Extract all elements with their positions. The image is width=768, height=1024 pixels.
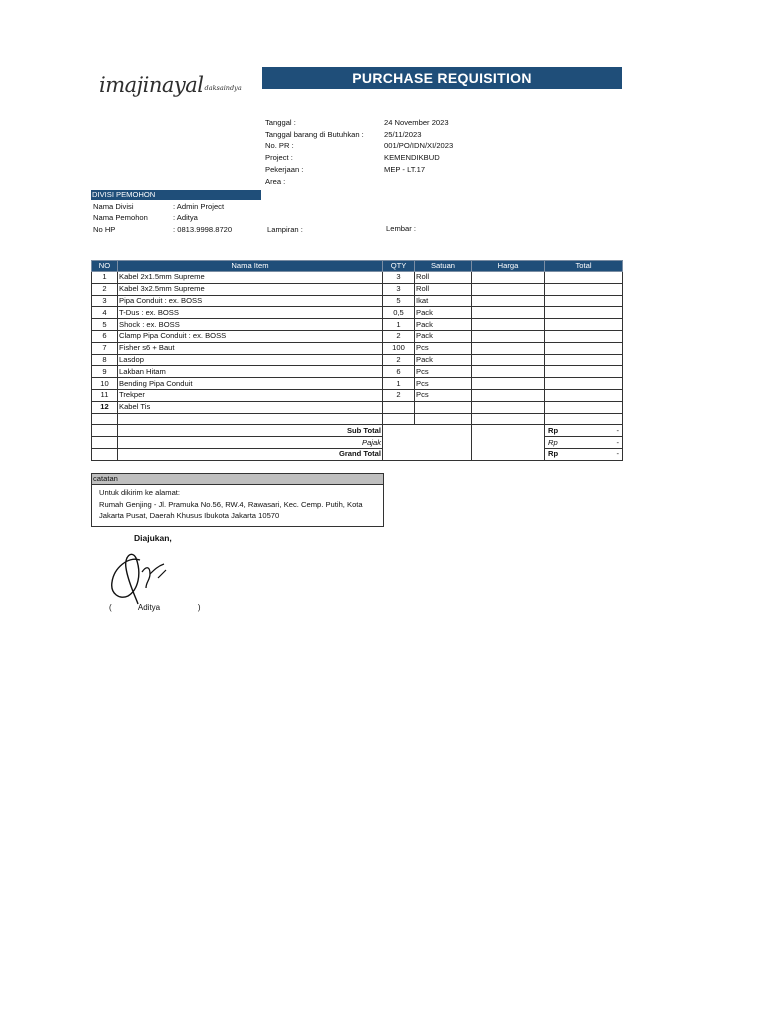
item-price: [472, 389, 545, 401]
signature-label: Diajukan,: [134, 533, 172, 543]
col-header-price: Harga: [472, 261, 545, 272]
item-name: Pipa Conduit : ex. BOSS: [118, 295, 383, 307]
row-number: 4: [92, 307, 118, 319]
division-label: Nama Pemohon: [93, 213, 148, 222]
item-qty: 3: [383, 272, 415, 284]
currency-label: Rp: [548, 425, 559, 435]
col-header-unit: Satuan: [415, 261, 472, 272]
item-unit: [415, 401, 472, 413]
summary-blank: [92, 448, 118, 460]
header-info-value: 24 November 2023: [384, 118, 449, 127]
row-number: 2: [92, 283, 118, 295]
table-row: [92, 319, 623, 331]
item-unit: Pack: [415, 307, 472, 319]
item-total: [545, 366, 623, 378]
summary-blank: [92, 437, 118, 449]
header-info-label: No. PR :: [265, 141, 294, 150]
item-qty: 100: [383, 342, 415, 354]
header-info-label: Area :: [265, 177, 286, 186]
item-unit: Ikat: [415, 295, 472, 307]
table-header-row: [92, 261, 623, 272]
table-row: [92, 354, 623, 366]
table-row: [92, 401, 623, 413]
item-unit: Pack: [415, 354, 472, 366]
item-unit: Roll: [415, 272, 472, 284]
row-number: 10: [92, 378, 118, 390]
item-total: [545, 354, 623, 366]
summary-value: [545, 425, 623, 437]
item-name: Kabel 3x2.5mm Supreme: [118, 283, 383, 295]
item-unit: Pack: [415, 319, 472, 331]
logo-main-text: imajinayal: [99, 73, 204, 97]
item-qty: 6: [383, 366, 415, 378]
item-price: [472, 319, 545, 331]
item-total: [545, 307, 623, 319]
item-qty: 2: [383, 389, 415, 401]
notes-box: [91, 473, 384, 527]
item-unit: Roll: [415, 283, 472, 295]
logo-sub-text: daksaindya: [204, 84, 242, 92]
table-row: [92, 307, 623, 319]
item-total: [545, 401, 623, 413]
item-total: [545, 330, 623, 342]
item-price: [472, 401, 545, 413]
table-row: [92, 378, 623, 390]
amount-value: -: [616, 449, 619, 459]
item-name: Fisher s6 + Baut: [118, 342, 383, 354]
table-row: [92, 295, 623, 307]
header-info-label: Tanggal :: [265, 118, 296, 127]
table-row: [92, 366, 623, 378]
item-name: Lasdop: [118, 354, 383, 366]
item-qty: 2: [383, 354, 415, 366]
col-header-total: Total: [545, 261, 623, 272]
amount-value: -: [616, 425, 619, 435]
item-name: [118, 413, 383, 425]
item-name: Kabel Tis: [118, 401, 383, 413]
document-title: PURCHASE REQUISITION: [262, 67, 622, 89]
row-number: 5: [92, 319, 118, 331]
item-qty: 5: [383, 295, 415, 307]
header-info-value: MEP - LT.17: [384, 165, 426, 174]
division-header: DIVISI PEMOHON: [91, 190, 261, 200]
summary-blank: [472, 425, 545, 460]
table-row: [92, 389, 623, 401]
summary-label: Grand Total: [118, 448, 383, 460]
item-price: [472, 342, 545, 354]
item-name: Shock : ex. BOSS: [118, 319, 383, 331]
item-unit: Pcs: [415, 378, 472, 390]
item-name: Lakban Hitam: [118, 366, 383, 378]
item-unit: Pcs: [415, 366, 472, 378]
handwritten-signature: [106, 548, 176, 606]
row-number: [92, 413, 118, 425]
item-total: [545, 272, 623, 284]
row-number: 1: [92, 272, 118, 284]
row-number: 11: [92, 389, 118, 401]
table-row: [92, 342, 623, 354]
lembar-label: Lembar :: [386, 224, 416, 233]
item-price: [472, 307, 545, 319]
item-name: Clamp Pipa Conduit : ex. BOSS: [118, 330, 383, 342]
row-number: 9: [92, 366, 118, 378]
col-header-no: NO: [92, 261, 118, 272]
summary-value: [545, 448, 623, 460]
summary-label: Pajak: [118, 437, 383, 449]
row-number: 3: [92, 295, 118, 307]
item-qty: 1: [383, 378, 415, 390]
col-header-item: Nama Item: [118, 261, 383, 272]
item-unit: Pcs: [415, 389, 472, 401]
row-number: 6: [92, 330, 118, 342]
summary-row: [92, 425, 623, 437]
item-unit: [415, 413, 472, 425]
item-name: Bending Pipa Conduit: [118, 378, 383, 390]
summary-label: Sub Total: [118, 425, 383, 437]
item-price: [472, 283, 545, 295]
notes-line: Rumah Genjing - Jl. Pramuka No.56, RW.4, Rawasari, Kec. Cemp. Putih, Kota: [99, 499, 363, 509]
division-value: : Aditya: [173, 213, 198, 222]
item-total: [545, 413, 623, 425]
division-value: : 0813.9998.8720: [173, 225, 233, 234]
item-qty: 1: [383, 319, 415, 331]
currency-label: Rp: [548, 437, 558, 447]
item-total: [545, 378, 623, 390]
summary-blank: [383, 425, 472, 460]
item-qty: [383, 401, 415, 413]
table-row: [92, 283, 623, 295]
header-info-label: Project :: [265, 153, 293, 162]
table-row: [92, 413, 623, 425]
row-number: 7: [92, 342, 118, 354]
item-qty: 2: [383, 330, 415, 342]
row-number: 12: [92, 401, 118, 413]
item-name: Trekper: [118, 389, 383, 401]
notes-line: Jakarta Pusat, Daerah Khusus Ibukota Jakarta 10570: [99, 511, 280, 520]
division-label: No HP: [93, 225, 116, 234]
lampiran-label: Lampiran :: [267, 225, 303, 234]
item-unit: Pack: [415, 330, 472, 342]
amount-value: -: [616, 437, 619, 447]
notes-line: Untuk dikirim ke alamat:: [99, 488, 181, 497]
item-qty: 0,5: [383, 307, 415, 319]
item-price: [472, 354, 545, 366]
summary-value: [545, 437, 623, 449]
summary-blank: [92, 425, 118, 437]
header-info-value: 001/PO/IDN/XI/2023: [384, 141, 454, 150]
division-label: Nama Divisi: [93, 202, 134, 211]
header-info-value: KEMENDIKBUD: [384, 153, 440, 162]
item-unit: Pcs: [415, 342, 472, 354]
item-qty: [383, 413, 415, 425]
item-price: [472, 413, 545, 425]
item-total: [545, 319, 623, 331]
item-price: [472, 295, 545, 307]
item-price: [472, 378, 545, 390]
notes-header: catatan: [92, 474, 383, 485]
item-total: [545, 295, 623, 307]
item-price: [472, 366, 545, 378]
signer-name: ( Aditya ): [109, 603, 201, 612]
item-name: T-Dus : ex. BOSS: [118, 307, 383, 319]
company-logo: [99, 71, 242, 95]
header-info-label: Pekerjaan :: [265, 165, 304, 174]
division-value: : Admin Project: [173, 202, 225, 211]
item-total: [545, 342, 623, 354]
table-row: [92, 330, 623, 342]
items-table: [91, 260, 623, 461]
item-price: [472, 272, 545, 284]
table-row: [92, 272, 623, 284]
item-total: [545, 389, 623, 401]
item-name: Kabel 2x1.5mm Supreme: [118, 272, 383, 284]
header-info-value: 25/11/2023: [384, 130, 422, 139]
item-qty: 3: [383, 283, 415, 295]
row-number: 8: [92, 354, 118, 366]
header-info-label: Tanggal barang di Butuhkan :: [265, 130, 364, 139]
col-header-qty: QTY: [383, 261, 415, 272]
item-total: [545, 283, 623, 295]
currency-label: Rp: [548, 449, 559, 459]
item-price: [472, 330, 545, 342]
